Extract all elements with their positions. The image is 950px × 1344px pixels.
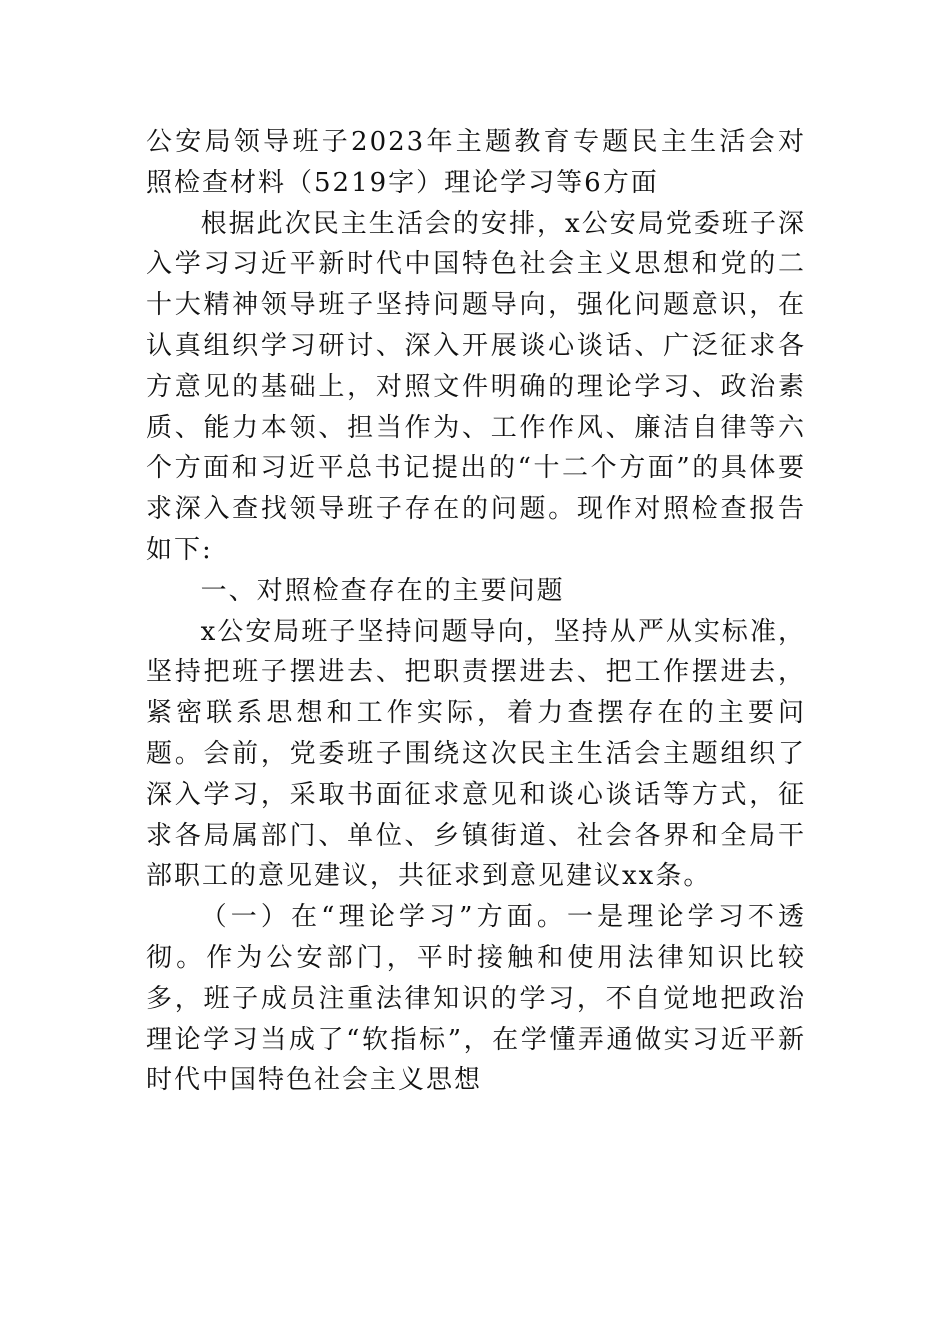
subsection-paragraph: （一）在“理论学习”方面。一是理论学习不透彻。作为公安部门，平时接触和使用法律知识比较多，班子成员注重法律知识的学习，不自觉地把政治理论学习当成了“软指标”，在学懂弄通做实习近平新时代中国特色社会主义思想	[146, 902, 806, 1096]
section-paragraph: x公安局班子坚持问题导向，坚持从严从实标准，坚持把班子摆进去、把职责摆进去、把工作摆进去，紧密联系思想和工作实际，着力查摆存在的主要问题。会前，党委班子围绕这次民主生活会主题组织了深入学习，采取书面征求意见和谈心谈话等方式，征求各局属部门、单位、乡镇街道、社会各界和全局干部职工的意见建议，共征求到意见建议xx条。	[146, 616, 806, 892]
document-body	[146, 122, 806, 1101]
intro-paragraph: 根据此次民主生活会的安排，x公安局党委班子深入学习习近平新时代中国特色社会主义思想和党的二十大精神领导班子坚持问题导向，强化问题意识，在认真组织学习研讨、深入开展谈心谈话、广泛征求各方意见的基础上，对照文件明确的理论学习、政治素质、能力本领、担当作为、工作作风、廉洁自律等六个方面和习近平总书记提出的“十二个方面”的具体要求深入查找领导班子存在的问题。现作对照检查报告如下:	[146, 208, 806, 565]
document-title: 公安局领导班子2023年主题教育专题民主生活会对照检查材料（5219字）理论学习等6方面	[146, 127, 806, 198]
section-heading: 一、对照检查存在的主要问题	[200, 575, 565, 606]
